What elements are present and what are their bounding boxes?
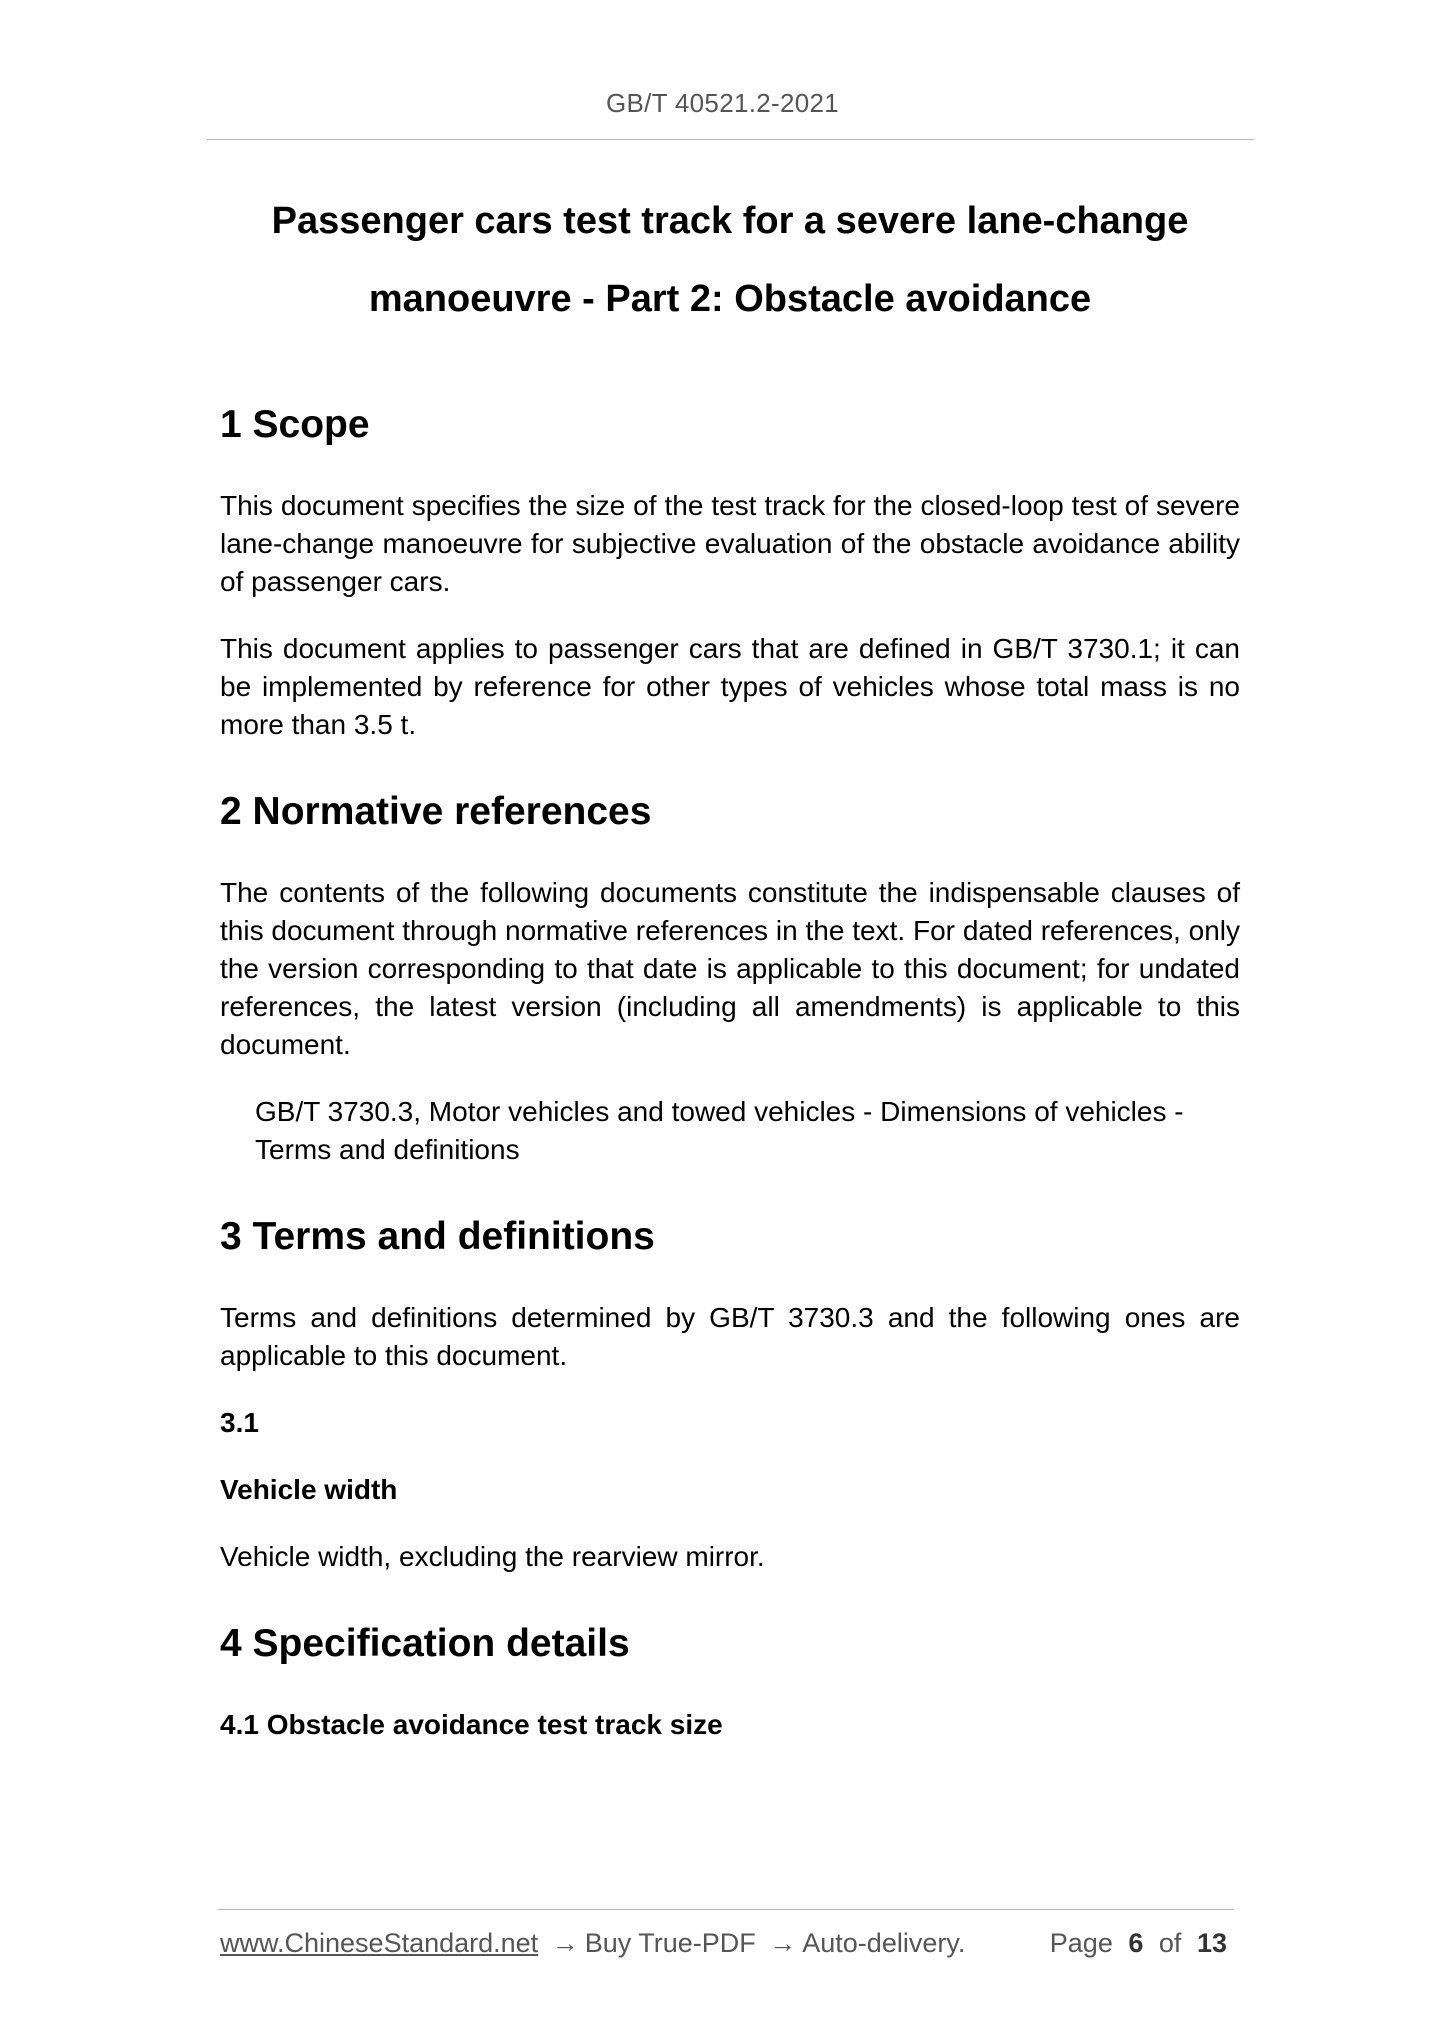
footer-promo	[220, 1928, 965, 1959]
buy-true-pdf-text: Buy True-PDF	[584, 1928, 756, 1958]
header-divider	[207, 139, 1254, 140]
page-of: of	[1158, 1928, 1182, 1958]
section-heading-terms-definitions: 3 Terms and definitions	[220, 1215, 655, 1258]
footer-divider	[218, 1909, 1234, 1910]
term-definition: Vehicle width, excluding the rearview mirror.	[220, 1541, 765, 1572]
subsection-heading-track-size: 4.1 Obstacle avoidance test track size	[220, 1709, 723, 1740]
term-name: Vehicle width	[220, 1474, 398, 1505]
terms-definitions-paragraph: Terms and definitions determined by GB/T 3730.3 and the following ones are applicable to this document.	[220, 1302, 1240, 1371]
document-body	[220, 400, 1240, 1744]
scope-paragraph-1: This document specifies the size of the test track for the closed-loop test of severe lane-change manoeuvre for subjective evaluation of the obstacle avoidance ability of passenger cars.	[220, 490, 1240, 597]
section-heading-specification-details: 4 Specification details	[220, 1622, 630, 1665]
auto-delivery-text: Auto-delivery.	[802, 1928, 966, 1958]
term-number: 3.1	[220, 1407, 259, 1438]
scope-paragraph-2: This document applies to passenger cars that are defined in GB/T 3730.1; it can be implemented by reference for other types of vehicles whose total mass is no more than 3.5 t.	[220, 633, 1240, 740]
title-line-2: manoeuvre - Part 2: Obstacle avoidance	[368, 278, 1092, 320]
page-current: 6	[1128, 1928, 1144, 1958]
running-header: GB/T 40521.2-2021	[605, 88, 839, 118]
document-title	[220, 182, 1240, 338]
page-label: Page	[1049, 1928, 1113, 1958]
reference-item: GB/T 3730.3, Motor vehicles and towed vehicles - Dimensions of vehicles - Terms and definitions	[255, 1096, 1184, 1165]
section-heading-normative-references: 2 Normative references	[220, 790, 652, 833]
section-heading-scope: 1 Scope	[220, 403, 370, 446]
normative-references-paragraph: The contents of the following documents constitute the indispensable clauses of this document through normative references in the text. For dated references, only the version corresponding to that date is applicable to this document; for undated references, the latest version (including all amendments) is applicable to this document.	[220, 877, 1240, 1060]
title-line-1: Passenger cars test track for a severe lane-change	[271, 200, 1189, 242]
website-link[interactable]: www.ChineseStandard.net	[220, 1928, 539, 1958]
arrow-right-icon: →	[551, 1928, 579, 1958]
page-number	[1050, 1928, 1235, 1959]
page-footer	[220, 1928, 1235, 1968]
arrow-right-icon: →	[769, 1928, 797, 1958]
page-total: 13	[1196, 1928, 1227, 1958]
